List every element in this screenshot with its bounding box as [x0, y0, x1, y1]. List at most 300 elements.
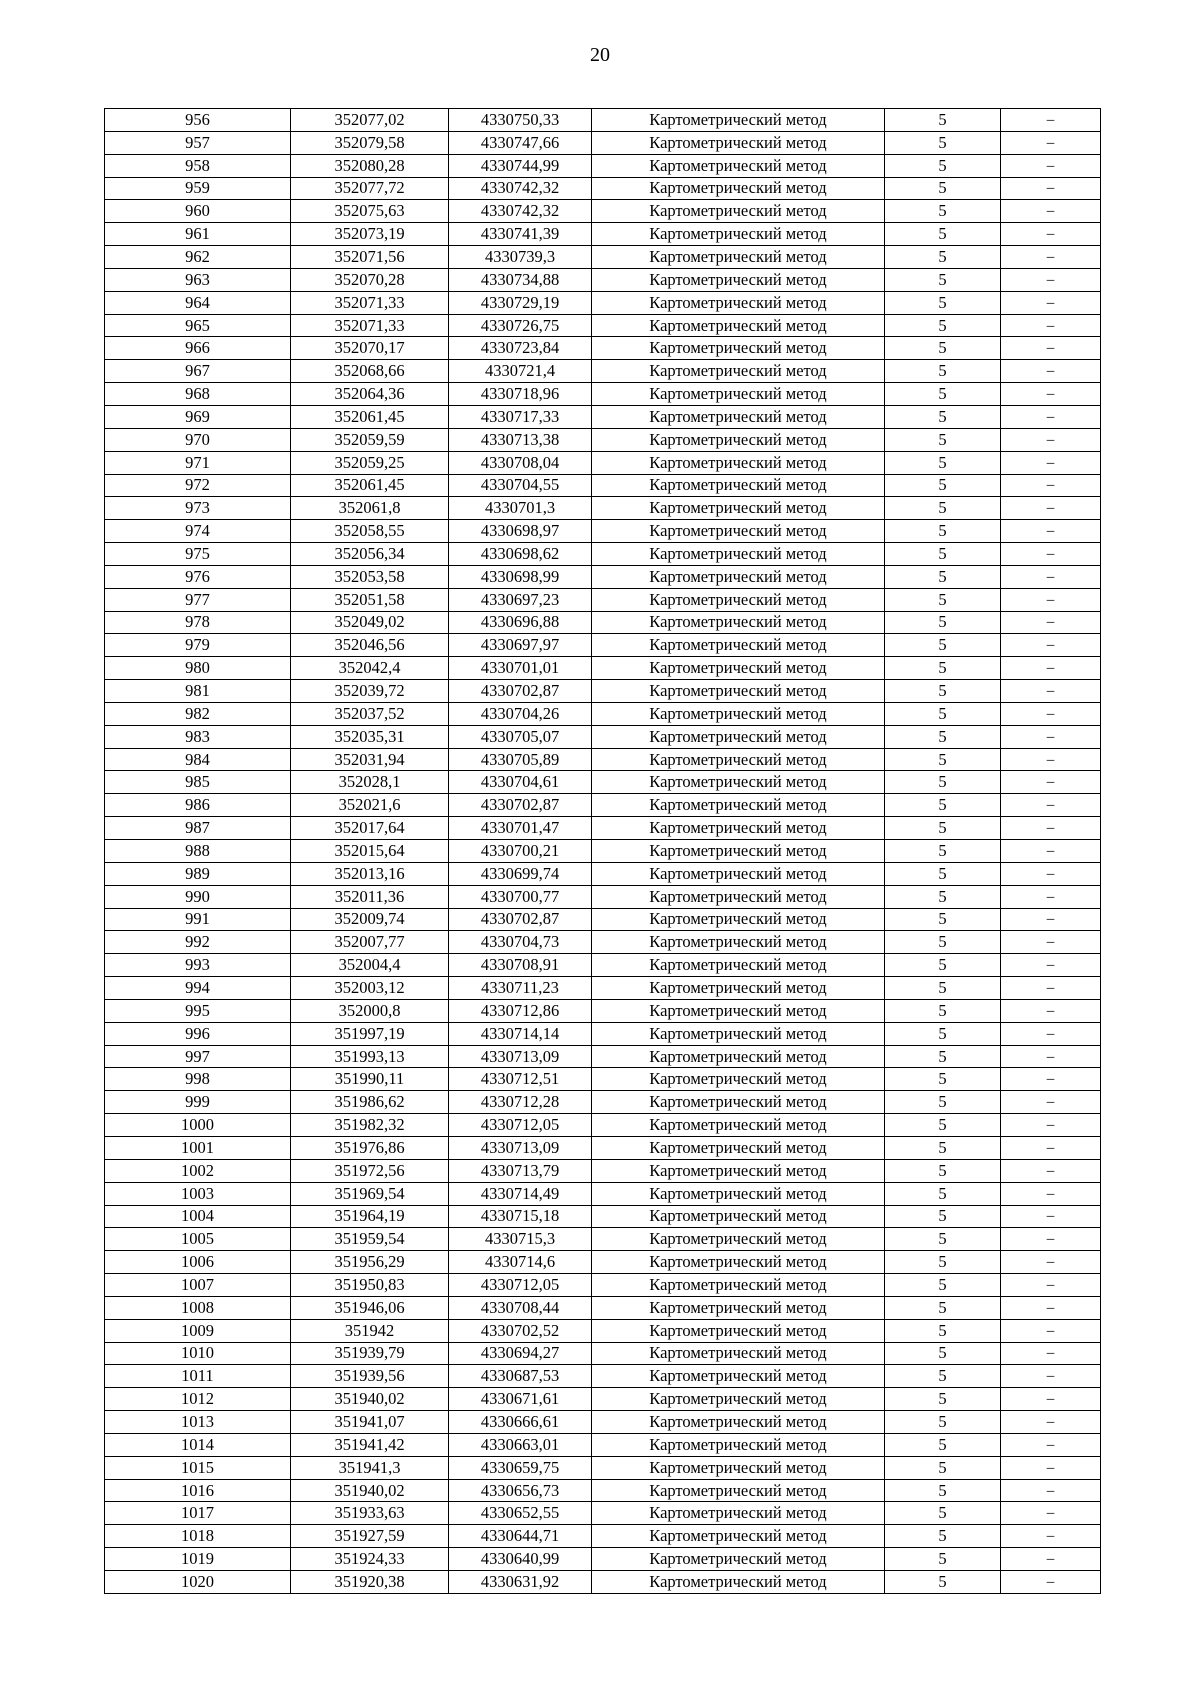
y-coordinate-cell: 4330714,6 — [449, 1251, 592, 1274]
point-number-cell: 974 — [105, 520, 291, 543]
accuracy-cell: 5 — [885, 908, 1001, 931]
x-coordinate-cell: 351940,02 — [291, 1479, 449, 1502]
method-cell: Картометрический метод — [592, 383, 885, 406]
method-cell: Картометрический метод — [592, 1068, 885, 1091]
method-cell: Картометрический метод — [592, 657, 885, 680]
note-cell: – — [1001, 657, 1101, 680]
accuracy-cell: 5 — [885, 1205, 1001, 1228]
accuracy-cell: 5 — [885, 588, 1001, 611]
y-coordinate-cell: 4330700,77 — [449, 885, 592, 908]
method-cell: Картометрический метод — [592, 177, 885, 200]
method-cell: Картометрический метод — [592, 1274, 885, 1297]
method-cell: Картометрический метод — [592, 954, 885, 977]
accuracy-cell: 5 — [885, 1502, 1001, 1525]
note-cell: – — [1001, 520, 1101, 543]
point-number-cell: 1017 — [105, 1502, 291, 1525]
accuracy-cell: 5 — [885, 1433, 1001, 1456]
point-number-cell: 1011 — [105, 1365, 291, 1388]
note-cell: – — [1001, 1525, 1101, 1548]
y-coordinate-cell: 4330715,3 — [449, 1228, 592, 1251]
accuracy-cell: 5 — [885, 1365, 1001, 1388]
point-number-cell: 1006 — [105, 1251, 291, 1274]
point-number-cell: 1000 — [105, 1114, 291, 1137]
table-row — [105, 360, 1101, 383]
y-coordinate-cell: 4330708,91 — [449, 954, 592, 977]
y-coordinate-cell: 4330701,47 — [449, 817, 592, 840]
table-row — [105, 1502, 1101, 1525]
table-row — [105, 314, 1101, 337]
note-cell: – — [1001, 840, 1101, 863]
point-number-cell: 998 — [105, 1068, 291, 1091]
accuracy-cell: 5 — [885, 1114, 1001, 1137]
accuracy-cell: 5 — [885, 428, 1001, 451]
x-coordinate-cell: 352028,1 — [291, 771, 449, 794]
point-number-cell: 1018 — [105, 1525, 291, 1548]
point-number-cell: 981 — [105, 680, 291, 703]
table-row — [105, 817, 1101, 840]
method-cell: Картометрический метод — [592, 131, 885, 154]
x-coordinate-cell: 352061,45 — [291, 474, 449, 497]
method-cell: Картометрический метод — [592, 977, 885, 1000]
y-coordinate-cell: 4330708,44 — [449, 1296, 592, 1319]
note-cell: – — [1001, 1388, 1101, 1411]
y-coordinate-cell: 4330656,73 — [449, 1479, 592, 1502]
accuracy-cell: 5 — [885, 977, 1001, 1000]
accuracy-cell: 5 — [885, 497, 1001, 520]
method-cell: Картометрический метод — [592, 1045, 885, 1068]
x-coordinate-cell: 352061,8 — [291, 497, 449, 520]
method-cell: Картометрический метод — [592, 1479, 885, 1502]
accuracy-cell: 5 — [885, 520, 1001, 543]
y-coordinate-cell: 4330744,99 — [449, 154, 592, 177]
method-cell: Картометрический метод — [592, 268, 885, 291]
x-coordinate-cell: 351933,63 — [291, 1502, 449, 1525]
table-row — [105, 1296, 1101, 1319]
table-row — [105, 1114, 1101, 1137]
note-cell: – — [1001, 405, 1101, 428]
note-cell: – — [1001, 1022, 1101, 1045]
y-coordinate-cell: 4330742,32 — [449, 177, 592, 200]
x-coordinate-cell: 352013,16 — [291, 862, 449, 885]
table-row — [105, 474, 1101, 497]
y-coordinate-cell: 4330702,87 — [449, 794, 592, 817]
accuracy-cell: 5 — [885, 817, 1001, 840]
x-coordinate-cell: 352068,66 — [291, 360, 449, 383]
table-row — [105, 1136, 1101, 1159]
note-cell: – — [1001, 931, 1101, 954]
method-cell: Картометрический метод — [592, 862, 885, 885]
note-cell: – — [1001, 771, 1101, 794]
point-number-cell: 1002 — [105, 1159, 291, 1182]
note-cell: – — [1001, 1228, 1101, 1251]
y-coordinate-cell: 4330698,99 — [449, 565, 592, 588]
note-cell: – — [1001, 1548, 1101, 1571]
table-row — [105, 1388, 1101, 1411]
method-cell: Картометрический метод — [592, 908, 885, 931]
point-number-cell: 957 — [105, 131, 291, 154]
note-cell: – — [1001, 543, 1101, 566]
table-row — [105, 611, 1101, 634]
point-number-cell: 968 — [105, 383, 291, 406]
y-coordinate-cell: 4330671,61 — [449, 1388, 592, 1411]
x-coordinate-cell: 351950,83 — [291, 1274, 449, 1297]
x-coordinate-cell: 352070,17 — [291, 337, 449, 360]
x-coordinate-cell: 351997,19 — [291, 1022, 449, 1045]
note-cell: – — [1001, 474, 1101, 497]
point-number-cell: 964 — [105, 291, 291, 314]
accuracy-cell: 5 — [885, 1091, 1001, 1114]
table-row — [105, 1456, 1101, 1479]
x-coordinate-cell: 351959,54 — [291, 1228, 449, 1251]
x-coordinate-cell: 352037,52 — [291, 702, 449, 725]
point-number-cell: 1008 — [105, 1296, 291, 1319]
accuracy-cell: 5 — [885, 794, 1001, 817]
y-coordinate-cell: 4330717,33 — [449, 405, 592, 428]
x-coordinate-cell: 351941,3 — [291, 1456, 449, 1479]
x-coordinate-cell: 351920,38 — [291, 1571, 449, 1594]
table-row — [105, 1022, 1101, 1045]
y-coordinate-cell: 4330704,55 — [449, 474, 592, 497]
point-number-cell: 997 — [105, 1045, 291, 1068]
y-coordinate-cell: 4330659,75 — [449, 1456, 592, 1479]
y-coordinate-cell: 4330687,53 — [449, 1365, 592, 1388]
accuracy-cell: 5 — [885, 771, 1001, 794]
accuracy-cell: 5 — [885, 360, 1001, 383]
table-row — [105, 1319, 1101, 1342]
y-coordinate-cell: 4330734,88 — [449, 268, 592, 291]
y-coordinate-cell: 4330741,39 — [449, 223, 592, 246]
accuracy-cell: 5 — [885, 702, 1001, 725]
method-cell: Картометрический метод — [592, 428, 885, 451]
y-coordinate-cell: 4330712,86 — [449, 999, 592, 1022]
accuracy-cell: 5 — [885, 1525, 1001, 1548]
method-cell: Картометрический метод — [592, 702, 885, 725]
x-coordinate-cell: 352053,58 — [291, 565, 449, 588]
x-coordinate-cell: 352075,63 — [291, 200, 449, 223]
table-row — [105, 565, 1101, 588]
table-row — [105, 999, 1101, 1022]
accuracy-cell: 5 — [885, 200, 1001, 223]
table-row — [105, 1251, 1101, 1274]
method-cell: Картометрический метод — [592, 451, 885, 474]
x-coordinate-cell: 352073,19 — [291, 223, 449, 246]
y-coordinate-cell: 4330698,62 — [449, 543, 592, 566]
table-row — [105, 1411, 1101, 1434]
point-number-cell: 992 — [105, 931, 291, 954]
point-number-cell: 972 — [105, 474, 291, 497]
y-coordinate-cell: 4330666,61 — [449, 1411, 592, 1434]
accuracy-cell: 5 — [885, 931, 1001, 954]
x-coordinate-cell: 351990,11 — [291, 1068, 449, 1091]
note-cell: – — [1001, 497, 1101, 520]
note-cell: – — [1001, 611, 1101, 634]
note-cell: – — [1001, 702, 1101, 725]
accuracy-cell: 5 — [885, 1045, 1001, 1068]
accuracy-cell: 5 — [885, 1388, 1001, 1411]
method-cell: Картометрический метод — [592, 520, 885, 543]
method-cell: Картометрический метод — [592, 885, 885, 908]
x-coordinate-cell: 352035,31 — [291, 725, 449, 748]
table-row — [105, 1228, 1101, 1251]
method-cell: Картометрический метод — [592, 840, 885, 863]
x-coordinate-cell: 352004,4 — [291, 954, 449, 977]
point-number-cell: 1013 — [105, 1411, 291, 1434]
point-number-cell: 978 — [105, 611, 291, 634]
y-coordinate-cell: 4330702,52 — [449, 1319, 592, 1342]
table-row — [105, 1091, 1101, 1114]
table-row — [105, 383, 1101, 406]
method-cell: Картометрический метод — [592, 1296, 885, 1319]
method-cell: Картометрический метод — [592, 680, 885, 703]
point-number-cell: 980 — [105, 657, 291, 680]
point-number-cell: 994 — [105, 977, 291, 1000]
accuracy-cell: 5 — [885, 1548, 1001, 1571]
method-cell: Картометрический метод — [592, 611, 885, 634]
table-row — [105, 1159, 1101, 1182]
table-row — [105, 1548, 1101, 1571]
note-cell: – — [1001, 725, 1101, 748]
accuracy-cell: 5 — [885, 862, 1001, 885]
method-cell: Картометрический метод — [592, 748, 885, 771]
y-coordinate-cell: 4330708,04 — [449, 451, 592, 474]
point-number-cell: 1015 — [105, 1456, 291, 1479]
method-cell: Картометрический метод — [592, 817, 885, 840]
table-row — [105, 497, 1101, 520]
x-coordinate-cell: 352007,77 — [291, 931, 449, 954]
method-cell: Картометрический метод — [592, 931, 885, 954]
x-coordinate-cell: 352071,33 — [291, 314, 449, 337]
y-coordinate-cell: 4330712,05 — [449, 1274, 592, 1297]
y-coordinate-cell: 4330704,61 — [449, 771, 592, 794]
point-number-cell: 963 — [105, 268, 291, 291]
table-row — [105, 246, 1101, 269]
accuracy-cell: 5 — [885, 565, 1001, 588]
accuracy-cell: 5 — [885, 1411, 1001, 1434]
table-row — [105, 634, 1101, 657]
method-cell: Картометрический метод — [592, 1136, 885, 1159]
table-row — [105, 291, 1101, 314]
point-number-cell: 1009 — [105, 1319, 291, 1342]
point-number-cell: 986 — [105, 794, 291, 817]
point-number-cell: 995 — [105, 999, 291, 1022]
point-number-cell: 967 — [105, 360, 291, 383]
point-number-cell: 962 — [105, 246, 291, 269]
point-number-cell: 973 — [105, 497, 291, 520]
point-number-cell: 976 — [105, 565, 291, 588]
point-number-cell: 1001 — [105, 1136, 291, 1159]
accuracy-cell: 5 — [885, 885, 1001, 908]
table-row — [105, 954, 1101, 977]
note-cell: – — [1001, 999, 1101, 1022]
table-row — [105, 337, 1101, 360]
page-number: 20 — [590, 44, 610, 66]
note-cell: – — [1001, 954, 1101, 977]
table-row — [105, 725, 1101, 748]
point-number-cell: 960 — [105, 200, 291, 223]
note-cell: – — [1001, 314, 1101, 337]
x-coordinate-cell: 351940,02 — [291, 1388, 449, 1411]
y-coordinate-cell: 4330644,71 — [449, 1525, 592, 1548]
point-number-cell: 965 — [105, 314, 291, 337]
note-cell: – — [1001, 154, 1101, 177]
method-cell: Картометрический метод — [592, 246, 885, 269]
accuracy-cell: 5 — [885, 999, 1001, 1022]
accuracy-cell: 5 — [885, 611, 1001, 634]
table-row — [105, 543, 1101, 566]
x-coordinate-cell: 351976,86 — [291, 1136, 449, 1159]
accuracy-cell: 5 — [885, 314, 1001, 337]
y-coordinate-cell: 4330739,3 — [449, 246, 592, 269]
y-coordinate-cell: 4330701,3 — [449, 497, 592, 520]
y-coordinate-cell: 4330704,26 — [449, 702, 592, 725]
y-coordinate-cell: 4330697,23 — [449, 588, 592, 611]
method-cell: Картометрический метод — [592, 1342, 885, 1365]
method-cell: Картометрический метод — [592, 1182, 885, 1205]
point-number-cell: 982 — [105, 702, 291, 725]
note-cell: – — [1001, 428, 1101, 451]
accuracy-cell: 5 — [885, 1274, 1001, 1297]
accuracy-cell: 5 — [885, 1479, 1001, 1502]
method-cell: Картометрический метод — [592, 405, 885, 428]
x-coordinate-cell: 352056,34 — [291, 543, 449, 566]
x-coordinate-cell: 351972,56 — [291, 1159, 449, 1182]
x-coordinate-cell: 352003,12 — [291, 977, 449, 1000]
point-number-cell: 970 — [105, 428, 291, 451]
method-cell: Картометрический метод — [592, 794, 885, 817]
x-coordinate-cell: 352064,36 — [291, 383, 449, 406]
x-coordinate-cell: 351941,42 — [291, 1433, 449, 1456]
y-coordinate-cell: 4330631,92 — [449, 1571, 592, 1594]
accuracy-cell: 5 — [885, 291, 1001, 314]
table-row — [105, 977, 1101, 1000]
y-coordinate-cell: 4330747,66 — [449, 131, 592, 154]
note-cell: – — [1001, 291, 1101, 314]
x-coordinate-cell: 351993,13 — [291, 1045, 449, 1068]
note-cell: – — [1001, 862, 1101, 885]
y-coordinate-cell: 4330721,4 — [449, 360, 592, 383]
accuracy-cell: 5 — [885, 223, 1001, 246]
accuracy-cell: 5 — [885, 1456, 1001, 1479]
table-row — [105, 771, 1101, 794]
method-cell: Картометрический метод — [592, 291, 885, 314]
point-number-cell: 979 — [105, 634, 291, 657]
coordinates-table — [104, 108, 1101, 1594]
note-cell: – — [1001, 1068, 1101, 1091]
note-cell: – — [1001, 748, 1101, 771]
note-cell: – — [1001, 1136, 1101, 1159]
method-cell: Картометрический метод — [592, 314, 885, 337]
point-number-cell: 956 — [105, 109, 291, 132]
accuracy-cell: 5 — [885, 131, 1001, 154]
y-coordinate-cell: 4330712,51 — [449, 1068, 592, 1091]
x-coordinate-cell: 351939,56 — [291, 1365, 449, 1388]
table-row — [105, 1045, 1101, 1068]
table-row — [105, 1274, 1101, 1297]
table-row — [105, 200, 1101, 223]
accuracy-cell: 5 — [885, 177, 1001, 200]
table-row — [105, 908, 1101, 931]
note-cell: – — [1001, 200, 1101, 223]
x-coordinate-cell: 352017,64 — [291, 817, 449, 840]
method-cell: Картометрический метод — [592, 1159, 885, 1182]
table-row — [105, 1525, 1101, 1548]
note-cell: – — [1001, 1479, 1101, 1502]
y-coordinate-cell: 4330713,09 — [449, 1045, 592, 1068]
note-cell: – — [1001, 1045, 1101, 1068]
note-cell: – — [1001, 588, 1101, 611]
y-coordinate-cell: 4330697,97 — [449, 634, 592, 657]
y-coordinate-cell: 4330729,19 — [449, 291, 592, 314]
table-row — [105, 748, 1101, 771]
note-cell: – — [1001, 977, 1101, 1000]
table-row — [105, 885, 1101, 908]
y-coordinate-cell: 4330663,01 — [449, 1433, 592, 1456]
x-coordinate-cell: 352071,33 — [291, 291, 449, 314]
note-cell: – — [1001, 109, 1101, 132]
table-row — [105, 451, 1101, 474]
note-cell: – — [1001, 1274, 1101, 1297]
accuracy-cell: 5 — [885, 451, 1001, 474]
x-coordinate-cell: 351956,29 — [291, 1251, 449, 1274]
coordinates-table-body — [105, 109, 1101, 1594]
table-row — [105, 862, 1101, 885]
method-cell: Картометрический метод — [592, 109, 885, 132]
y-coordinate-cell: 4330694,27 — [449, 1342, 592, 1365]
table-row — [105, 428, 1101, 451]
note-cell: – — [1001, 1319, 1101, 1342]
y-coordinate-cell: 4330750,33 — [449, 109, 592, 132]
method-cell: Картометрический метод — [592, 1091, 885, 1114]
accuracy-cell: 5 — [885, 1319, 1001, 1342]
method-cell: Картометрический метод — [592, 337, 885, 360]
table-row — [105, 131, 1101, 154]
accuracy-cell: 5 — [885, 1068, 1001, 1091]
point-number-cell: 969 — [105, 405, 291, 428]
method-cell: Картометрический метод — [592, 725, 885, 748]
accuracy-cell: 5 — [885, 246, 1001, 269]
point-number-cell: 1005 — [105, 1228, 291, 1251]
note-cell: – — [1001, 223, 1101, 246]
point-number-cell: 993 — [105, 954, 291, 977]
note-cell: – — [1001, 1091, 1101, 1114]
point-number-cell: 989 — [105, 862, 291, 885]
accuracy-cell: 5 — [885, 383, 1001, 406]
y-coordinate-cell: 4330696,88 — [449, 611, 592, 634]
x-coordinate-cell: 351946,06 — [291, 1296, 449, 1319]
note-cell: – — [1001, 1182, 1101, 1205]
note-cell: – — [1001, 1456, 1101, 1479]
point-number-cell: 987 — [105, 817, 291, 840]
y-coordinate-cell: 4330702,87 — [449, 680, 592, 703]
y-coordinate-cell: 4330640,99 — [449, 1548, 592, 1571]
method-cell: Картометрический метод — [592, 999, 885, 1022]
note-cell: – — [1001, 383, 1101, 406]
method-cell: Картометрический метод — [592, 1456, 885, 1479]
accuracy-cell: 5 — [885, 725, 1001, 748]
note-cell: – — [1001, 1205, 1101, 1228]
accuracy-cell: 5 — [885, 1571, 1001, 1594]
method-cell: Картометрический метод — [592, 223, 885, 246]
point-number-cell: 1003 — [105, 1182, 291, 1205]
method-cell: Картометрический метод — [592, 1205, 885, 1228]
x-coordinate-cell: 352059,59 — [291, 428, 449, 451]
table-row — [105, 680, 1101, 703]
method-cell: Картометрический метод — [592, 1388, 885, 1411]
x-coordinate-cell: 351964,19 — [291, 1205, 449, 1228]
x-coordinate-cell: 352070,28 — [291, 268, 449, 291]
table-row — [105, 794, 1101, 817]
method-cell: Картометрический метод — [592, 634, 885, 657]
